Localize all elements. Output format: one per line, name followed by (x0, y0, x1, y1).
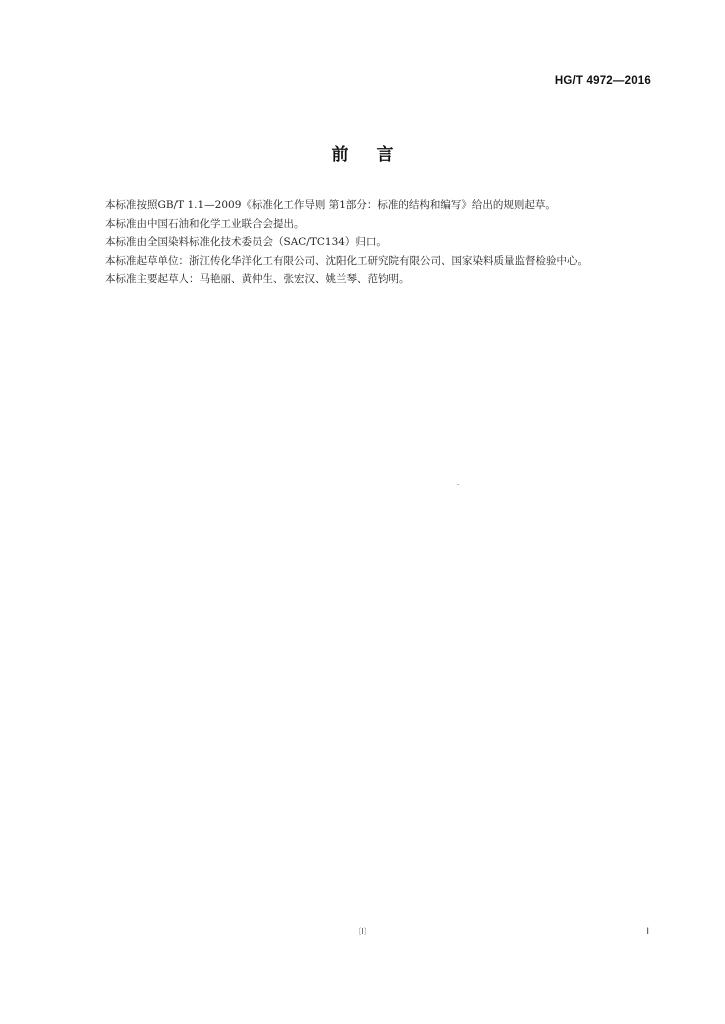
page-number: Ⅰ (646, 926, 649, 936)
paragraph-technical-committee: 本标准由全国染料标准化技术委员会（SAC/TC134）归口。 (105, 236, 387, 249)
paragraph-drafting-rules: 本标准按照GB/T 1.1—2009《标准化工作导则 第1部分：标准的结构和编写》给出的规则起草。 (105, 199, 556, 211)
scan-speck (457, 484, 459, 485)
footer-mark: 〔Ⅰ〕 (353, 927, 372, 936)
foreword-body (84, 196, 658, 289)
paragraph-drafters: 本标准主要起草人：马艳丽、黄仲生、张宏汉、姚兰琴、范钧明。 (105, 273, 410, 286)
page-title: 前言 (331, 145, 422, 165)
paragraph-drafting-units: 本标准起草单位：浙江传化华洋化工有限公司、沈阳化工研究院有限公司、国家染料质量监督检验中心。 (105, 254, 588, 267)
standard-number: HG/T 4972—2016 (554, 75, 651, 87)
paragraph-proposer: 本标准由中国石油和化学工业联合会提出。 (105, 217, 305, 230)
